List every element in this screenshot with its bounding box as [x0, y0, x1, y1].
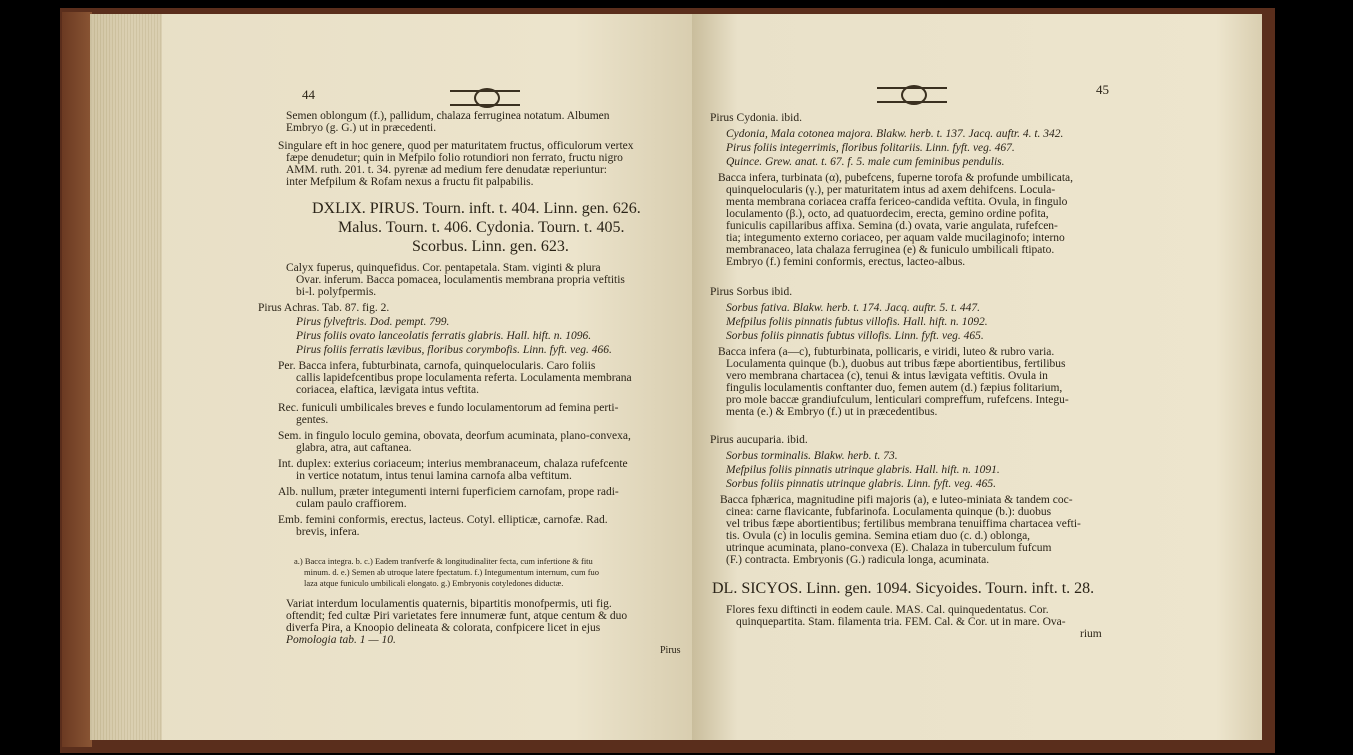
- catchword: rium: [1080, 628, 1102, 640]
- body-line: menta membrana coriacea craffa fericeo-candida veftita. Ovula, in fingulo: [726, 196, 1068, 208]
- synonym-line: Cydonia, Mala cotonea majora. Blakw. herb. t. 137. Jacq. auftr. 4. t. 342.: [726, 128, 1064, 140]
- body-line: pro mole baccæ grandiufculum, lenticulari compreffum, rufefcens. Integu-: [726, 394, 1069, 406]
- body-line: fingulis loculamentis conftanter duo, femen autem (d.) fæpius folitarium,: [726, 382, 1063, 394]
- synonym-line: Sorbus fativa. Blakw. herb. t. 174. Jacq. auftr. 5. t. 447.: [726, 302, 981, 314]
- ornament-left: [450, 90, 520, 106]
- body-line: membranaceo, lata chalaza ferruginea (e) & funiculo umbilicali ftipato.: [726, 244, 1055, 256]
- body-line: funiculis capillaribus affixa. Semina (d.) ovata, varie angulata, rufefcen-: [726, 220, 1058, 232]
- synonym-line: Mefpilus foliis pinnatis fubtus villofis. Hall. hift. n. 1092.: [726, 316, 988, 328]
- genus-synonyms: Malus. Tourn. t. 406. Cydonia. Tourn. t. 405.: [338, 219, 625, 236]
- body-line: coriacea, elaftica, lævigata intus veftita.: [296, 384, 479, 396]
- body-line: Alb. nullum, præter integumenti interni fuperficiem carnofam, prope radi-: [278, 486, 619, 498]
- species-heading: Pirus Achras. Tab. 87. fig. 2.: [258, 302, 390, 314]
- footnote-line: minum. d. e.) Semen ab utroque latere fpectatum. f.) Integumentum internum, cum fuo: [304, 567, 600, 577]
- species-heading: Pirus aucuparia. ibid.: [710, 434, 808, 446]
- ornament-right: [877, 87, 947, 103]
- body-line: diverfa Pira, a Knoopio delineata & colorata, confpicere licet in ejus: [286, 622, 601, 634]
- body-line: Sem. in fingulo loculo gemina, obovata, deorfum acuminata, plano-convexa,: [278, 430, 631, 442]
- body-line: quinquelocularis (γ.), per maturitatem intus ad axem dehifcens. Locula-: [726, 184, 1056, 196]
- synonym-line: Mefpilus foliis pinnatis utrinque glabris. Hall. hift. n. 1091.: [726, 464, 1000, 476]
- body-line: oftendit; fed cultæ Piri varietates fere innumeræ funt, atque centum & duo: [286, 610, 628, 622]
- body-line: brevis, infera.: [296, 526, 360, 538]
- body-line: Bacca infera, turbinata (α), pubefcens, fuperne torofa & profunde umbilicata,: [718, 172, 1074, 184]
- body-line: in vertice notatum, intus tenui lamina carnofa alba veftitum.: [296, 470, 572, 482]
- body-line: Per. Bacca infera, fubturbinata, carnofa, quinquelocularis. Caro foliis: [278, 360, 596, 372]
- species-heading: Pirus Sorbus ibid.: [710, 286, 793, 298]
- genus-heading: DL. SICYOS. Linn. gen. 1094. Sicyoides. Tourn. inft. t. 28.: [712, 580, 1095, 597]
- synonym-line: Pirus foliis integerrimis, floribus folitariis. Linn. fyft. veg. 467.: [726, 142, 1015, 154]
- page-edges: [92, 14, 162, 740]
- footnote-line: laza atque funiculo umbilicali elongato. g.) Embryonis cotyledones diductæ.: [304, 578, 564, 588]
- body-line: Flores fexu diftincti in eodem caule. MAS. Cal. quinquedentatus. Cor.: [726, 604, 1049, 616]
- synonym-line: Sorbus foliis pinnatis utrinque glabris. Linn. fyft. veg. 465.: [726, 478, 996, 490]
- body-line: utrinque acuminata, plano-convexa (E). Chalaza in tuberculum fufcum: [726, 542, 1052, 554]
- synonym-line: Quince. Grew. anat. t. 67. f. 5. male cum feminibus pendulis.: [726, 156, 1005, 168]
- body-line: Semen oblongum (f.), pallidum, chalaza ferruginea notatum. Albumen: [286, 110, 610, 122]
- left-page: [90, 14, 695, 740]
- body-line: vero membrana chartacea (c), tenui & intus lævigata veftitis. Ovula in: [726, 370, 1048, 382]
- genus-synonyms: Scorbus. Linn. gen. 623.: [412, 238, 569, 255]
- page-number-left: 44: [302, 87, 315, 102]
- footnote-line: a.) Bacca integra. b. c.) Eadem tranfverfe & longitudinaliter fecta, cum infertione & fitu: [294, 556, 593, 566]
- body-line: Bacca fphærica, magnitudine pifi majoris (a), e luteo-miniata & tandem coc-: [720, 494, 1073, 506]
- body-line: gentes.: [296, 414, 329, 426]
- species-heading: Pirus Cydonia. ibid.: [710, 112, 803, 124]
- body-line: Ovar. inferum. Bacca pomacea, loculamentis membrana propria veftitis: [296, 274, 625, 286]
- body-line: Pomologia tab. 1 — 10.: [286, 634, 396, 646]
- body-line: Emb. femini conformis, erectus, lacteus. Cotyl. ellipticæ, carnofæ. Rad.: [278, 514, 608, 526]
- body-line: Embryo (g. G.) ut in præcedenti.: [286, 122, 437, 134]
- body-line: menta (e.) & Embryo (f.) ut in præcedentibus.: [726, 406, 938, 418]
- right-page: [692, 14, 1262, 740]
- body-line: loculamento (β.), octo, ad quatuordecim, erecta, gemino ordine pofita,: [726, 208, 1049, 220]
- body-line: quinquepartita. Stam. filamenta tria. FEM. Cal. & Cor. ut in mare. Ova-: [736, 616, 1066, 628]
- body-line: inter Mefpilum & Rofam nexus a fructu fit palpabilis.: [286, 176, 534, 188]
- body-line: bi-l. polyfpermis.: [296, 286, 377, 298]
- catchword: Pirus: [660, 645, 681, 656]
- body-line: AMM. ruth. 201. t. 34. pyrenæ ad medium fere denudatæ reperiuntur:: [286, 164, 607, 176]
- synonym-line: Pirus foliis ovato lanceolatis ferratis glabris. Hall. hift. n. 1096.: [296, 330, 592, 342]
- body-line: tia; integumento externo coriaceo, per aquam valde mucilaginofo; interno: [726, 232, 1065, 244]
- body-line: tis. Ovula (c) in loculis gemina. Semina etiam duo (c. d.) oblonga,: [726, 530, 1031, 542]
- body-line: callis lapidefcentibus prope loculamenta referta. Loculamenta membrana: [296, 372, 632, 384]
- body-line: (F.) contracta. Embryonis (G.) radicula longa, acuminata.: [726, 554, 990, 566]
- body-line: Calyx fuperus, quinquefidus. Cor. pentapetala. Stam. viginti & plura: [286, 262, 601, 274]
- synonym-line: Sorbus foliis pinnatis fubtus villofis. Linn. fyft. veg. 465.: [726, 330, 984, 342]
- book-spine: [62, 12, 92, 747]
- page-number-right: 45: [1096, 82, 1109, 97]
- body-line: vel tribus fæpe abortientibus; fertilibus membrana tenuiffima chartacea vefti-: [726, 518, 1081, 530]
- body-line: Int. duplex: exterius coriaceum; interius membranaceum, chalaza rufefcente: [278, 458, 628, 470]
- genus-heading: DXLIX. PIRUS. Tourn. inft. t. 404. Linn. gen. 626.: [312, 200, 641, 217]
- body-line: Variat interdum loculamentis quaternis, bipartitis monofpermis, uti fig.: [286, 598, 612, 610]
- synonym-line: Pirus fylveftris. Dod. pempt. 799.: [296, 316, 450, 328]
- body-line: cinea: carne flavicante, fubfarinofa. Loculamenta quinque (b.): duobus: [726, 506, 1052, 518]
- body-line: Embryo (f.) femini conformis, erectus, lacteo-albus.: [726, 256, 966, 268]
- body-line: Bacca infera (a—c), fubturbinata, pollicaris, e viridi, luteo & rubro varia.: [718, 346, 1055, 358]
- body-line: Singulare eft in hoc genere, quod per maturitatem fructus, officulorum vertex: [278, 140, 634, 152]
- synonym-line: Sorbus torminalis. Blakw. herb. t. 73.: [726, 450, 898, 462]
- body-line: glabra, atra, aut caftanea.: [296, 442, 412, 454]
- body-line: Loculamenta quinque (b.), duobus aut tribus fæpe abortientibus, fertilibus: [726, 358, 1066, 370]
- body-line: culam paulo craffiorem.: [296, 498, 407, 510]
- body-line: fæpe denudetur; quin in Mefpilo folio rotundiori non ferrato, fructu nigro: [286, 152, 623, 164]
- body-line: Rec. funiculi umbilicales breves e fundo loculamentorum ad femina perti-: [278, 402, 619, 414]
- synonym-line: Pirus foliis ferratis lævibus, floribus corymbofis. Linn. fyft. veg. 466.: [296, 344, 612, 356]
